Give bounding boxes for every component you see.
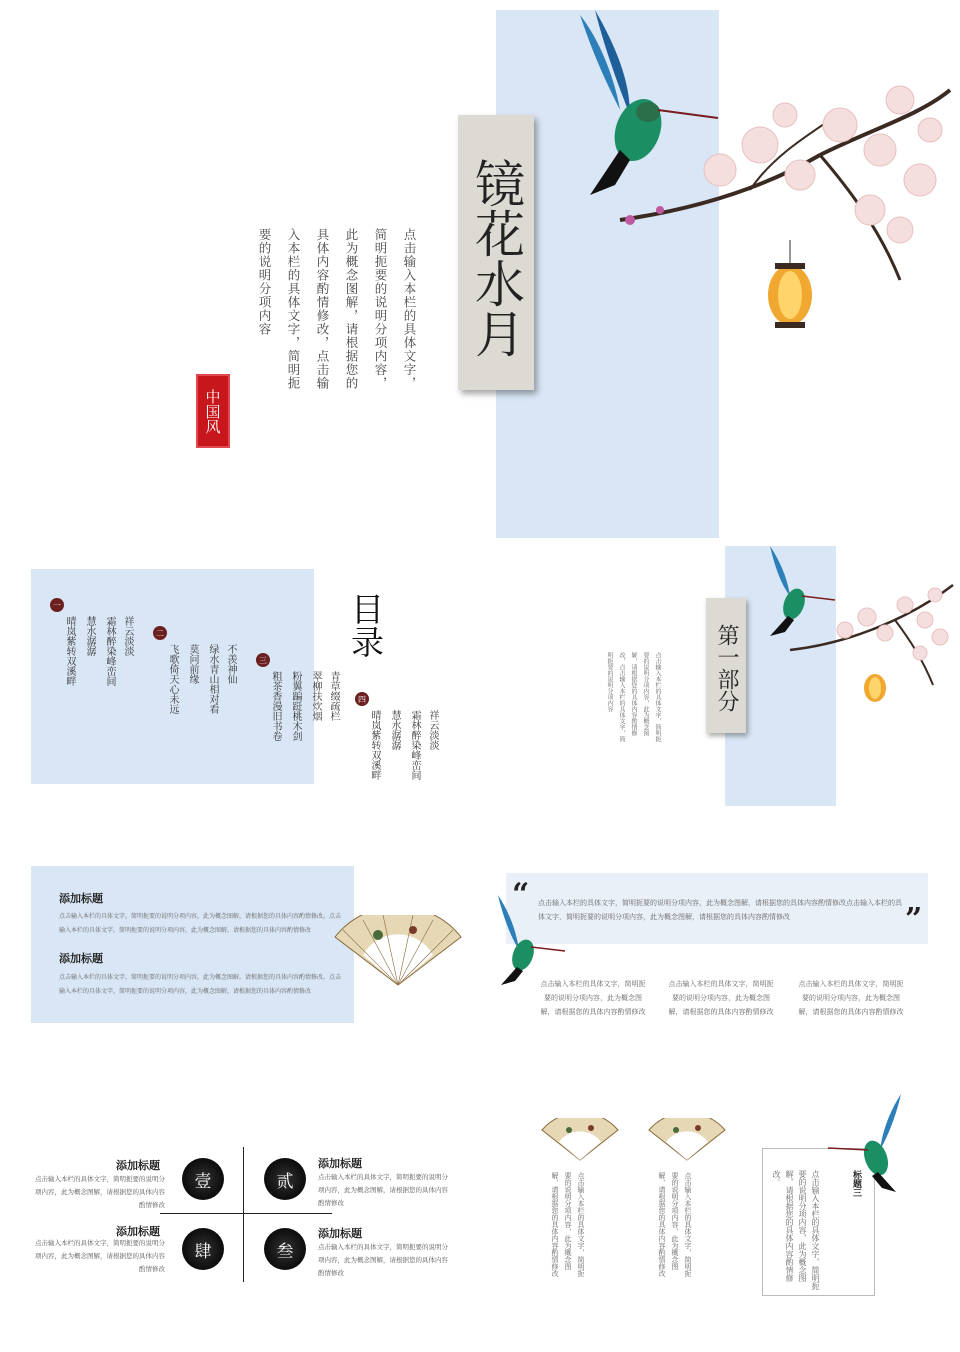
numeral-badge: 壹 (182, 1158, 224, 1200)
group-3-marker: 三 (256, 653, 270, 667)
contents-item[interactable]: 晴岚紫转双溪畔 (64, 616, 75, 686)
contents-item[interactable]: 不羡神仙 (225, 644, 236, 684)
column-text: 点击输入本栏的具体文字，简明扼要的说明分项内容，此为概念图解，请根据您的具体内容酌情修改 (668, 980, 774, 1016)
block-text: 点击输入本栏的具体文字，简明扼要的说明分项内容，此为概念图解，请根据您的具体内容酌情修改。点击输入本栏的具体文字，简明扼要的说明分项内容，此为概念图解，请根据您的具体内容酌情修改 (59, 913, 342, 934)
contents-item[interactable]: 祥云淡淡 (427, 710, 438, 750)
contents-item[interactable]: 飞歌倚天心未远 (167, 644, 178, 714)
section-body-text: 点击输入本栏的具体文字，简明扼要的说明分项内容，此为概念图解，请根据您的具体内容酌情修改，点击输入本栏的具体文字，简明扼要的说明分项内容 (606, 652, 661, 742)
group-2-marker: 二 (153, 626, 167, 640)
numeral-badge: 肆 (182, 1228, 224, 1270)
contents-item[interactable]: 绿水青山相对看 (207, 644, 218, 714)
plum-blossom-branch (600, 60, 955, 330)
block-heading: 添加标题 (59, 892, 103, 905)
block-heading: 添加标题 (59, 952, 103, 965)
contents-item[interactable]: 莫问前缘 (187, 644, 198, 684)
group-4-marker: 四 (355, 692, 369, 706)
quad-heading: 添加标题 (116, 1225, 160, 1238)
contents-item[interactable]: 慧水潺潺 (84, 616, 95, 656)
quad-heading: 添加标题 (318, 1227, 362, 1240)
close-quote-icon: ” (905, 902, 923, 937)
hummingbird-illustration (493, 895, 573, 985)
numeral-badge: 贰 (264, 1158, 306, 1200)
contents-item[interactable]: 霜林醉染峰峦间 (104, 616, 115, 686)
block-text: 点击输入本栏的具体文字，简明扼要的说明分项内容，此为概念图解，请根据您的具体内容酌情修改。点击输入本栏的具体文字，简明扼要的说明分项内容，此为概念图解，请根据您的具体内容酌情修改 (59, 974, 342, 995)
quote-text: 点击输入本栏的具体文字，简明扼要的说明分项内容，此为概念图解，请根据您的具体内容酌情修改点击输入本栏的具体文字，简明扼要的说明分项内容，此为概念图解，请根据您的具体内容酌情修改 (538, 899, 902, 921)
quad-heading: 添加标题 (116, 1159, 160, 1172)
contents-item[interactable]: 祥云淡淡 (122, 616, 133, 656)
open-quote-icon: “ (512, 877, 530, 912)
column-text: 点击输入本栏的具体文字，简明扼要的说明分项内容，此为概念图解，请根据您的具体内容酌情修改 (540, 980, 646, 1016)
box-title: 标题三 (851, 1170, 861, 1197)
seal-stamp: 中国风 (196, 374, 230, 448)
folding-fan-illustration (333, 915, 463, 987)
contents-item[interactable]: 粗茶香漫旧书卷 (270, 671, 281, 741)
column-text: 点击输入本栏的具体文字，简明扼要的说明分项内容，此为概念图解，请根据您的具体内容酌情修改 (798, 980, 904, 1016)
contents-title: 目录 (346, 592, 385, 658)
cover-body-text: 点击输入本栏的具体文字，简明扼要的说明分项内容，此为概念图解，请根据您的具体内容酌情修改，点击输入本栏的具体文字，简明扼要的说明分项内容 (257, 228, 417, 390)
numeral-badge: 叁 (264, 1228, 306, 1270)
contents-item[interactable]: 慧水潺潺 (389, 710, 400, 750)
contents-item[interactable]: 翠柳扶炊烟 (310, 671, 321, 721)
quad-text: 点击输入本栏的具体文字，简明扼要的说明分项内容，此为概念图解，请根据您的具体内容酌情修改 (35, 1239, 165, 1273)
group-1-marker: 一 (50, 598, 64, 612)
section-title: 第一部分 (706, 598, 746, 733)
horizontal-divider (160, 1213, 332, 1214)
contents-item[interactable]: 霜林醉染峰峦间 (409, 710, 420, 780)
column-text: 点击输入本栏的具体文字，简明扼要的说明分项内容，此为概念图解，请根据您的具体内容酌情修改 (551, 1172, 585, 1277)
contents-item[interactable]: 青草缀疏栏 (328, 671, 339, 721)
box-text: 点击输入本栏的具体文字，简明扼要的说明分项内容，此为概念图解，请根据您的具体内容酌情修改。 (772, 1170, 820, 1290)
hummingbird-illustration (826, 1092, 906, 1192)
quad-text: 点击输入本栏的具体文字，简明扼要的说明分项内容，此为概念图解，请根据您的具体内容酌情修改 (35, 1175, 165, 1209)
vertical-divider (243, 1147, 244, 1282)
cover-title: 镜花水月 (458, 115, 534, 390)
folding-fan-illustration (648, 1118, 726, 1162)
contents-item[interactable]: 晴岚紫转双溪畔 (369, 710, 380, 780)
quad-heading: 添加标题 (318, 1157, 362, 1170)
plum-blossom-branch (785, 575, 955, 705)
quad-text: 点击输入本栏的具体文字，简明扼要的说明分项内容，此为概念图解，请根据您的具体内容酌情修改 (318, 1243, 448, 1277)
contents-item[interactable]: 粉翼蹁跹桃木剑 (290, 671, 301, 741)
quad-text: 点击输入本栏的具体文字，简明扼要的说明分项内容，此为概念图解，请根据您的具体内容酌情修改 (318, 1173, 448, 1207)
folding-fan-illustration (541, 1118, 619, 1162)
column-text: 点击输入本栏的具体文字，简明扼要的说明分项内容，此为概念图解，请根据您的具体内容酌情修改 (658, 1172, 692, 1277)
